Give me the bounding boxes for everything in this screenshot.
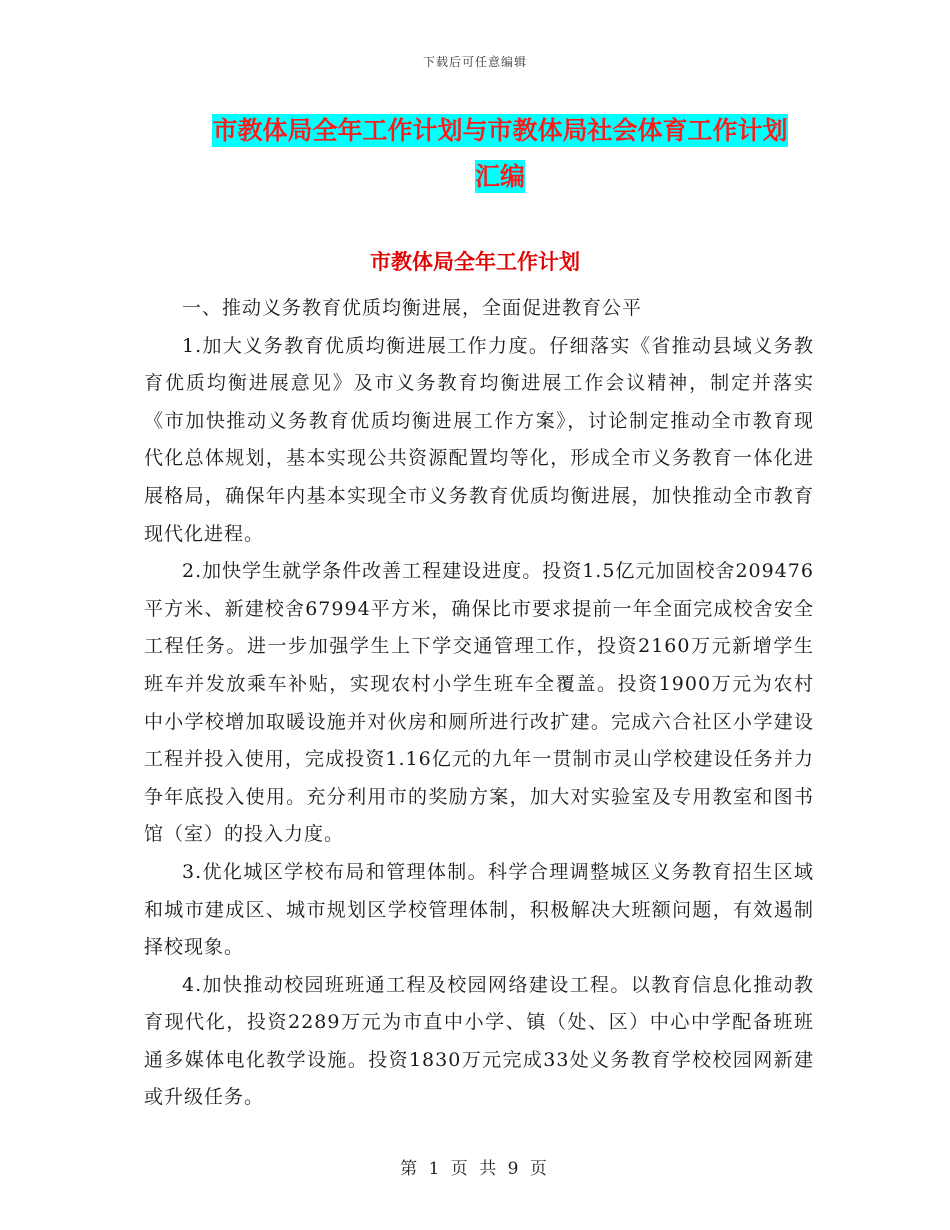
- paragraph-item-2: 2.加快学生就学条件改善工程建设进度。投资1.5亿元加固校舍209476平方米、新建校舍67994平方米，确保比市要求提前一年全面完成校舍安全工程任务。进一步加强学生上下学交通管理工作，投资2160万元新增学生班车并发放乘车补贴，实现农村小学生班车全覆盖。投资1900万元为农村中小学校增加取暖设施并对伙房和厕所进行改扩建。完成六合社区小学建设工程并投入使用，完成投资1.16亿元的九年一贯制市灵山学校建设任务并力争年底投入使用。充分利用市的奖励方案，加大对实验室及专用教室和图书馆（室）的投入力度。: [144, 560, 814, 846]
- paragraph-item-1: 1.加大义务教育优质均衡进展工作力度。仔细落实《省推动县域义务教育优质均衡进展意见》及市义务教育均衡进展工作会议精神，制定并落实《市加快推动义务教育优质均衡进展工作方案》，讨论制定推动全市教育现代化总体规划，基本实现公共资源配置均等化，形成全市义务教育一体化进展格局，确保年内基本实现全市义务教育优质均衡进展，加快推动全市教育现代化进程。: [144, 334, 814, 545]
- body-text: [144, 290, 814, 1117]
- paragraph-heading-1: 一、推动义务教育优质均衡进展，全面促进教育公平: [182, 297, 643, 319]
- document-title-line-1: 市教体局全年工作计划与市教体局社会体育工作计划: [212, 116, 788, 145]
- paragraph-item-4: 4.加快推动校园班班通工程及校园网络建设工程。以教育信息化推动教育现代化，投资2289万元为市直中小学、镇（处、区）中心中学配备班班通多媒体电化教学设施。投资1830万元完成33处义务教育学校校园网新建或升级任务。: [144, 973, 814, 1109]
- page-indicator: 第 1 页 共 9 页: [400, 1159, 550, 1179]
- document-title-line-2: 汇编: [474, 162, 525, 191]
- section-title: 市教体局全年工作计划: [370, 250, 580, 274]
- paragraph-item-3: 3.优化城区学校布局和管理体制。科学合理调整城区义务教育招生区域和城市建成区、城市规划区学校管理体制，积极解决大班额问题，有效遏制择校现象。: [144, 860, 814, 959]
- document-title: [150, 108, 850, 200]
- header-note: 下载后可任意编辑: [422, 55, 527, 69]
